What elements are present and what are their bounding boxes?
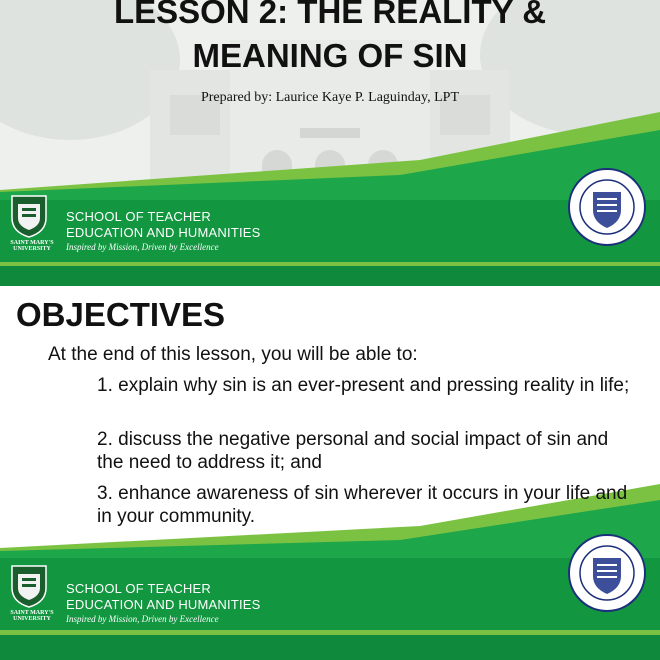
lesson-title-line-2: MEANING OF SIN bbox=[192, 37, 468, 74]
school-tagline: Inspired by Mission, Driven by Excellence bbox=[66, 242, 219, 252]
school-name-line-1: SCHOOL OF TEACHER bbox=[66, 581, 211, 596]
objective-item-1: 1. explain why sin is an ever-present and pressing reality in life; bbox=[97, 375, 630, 396]
objective-item-2: 2. discuss the negative personal and social impact of sin and the need to address it; and bbox=[97, 429, 609, 473]
school-name-line-2: EDUCATION AND HUMANITIES bbox=[66, 225, 261, 240]
university-crest-icon bbox=[8, 192, 50, 238]
crest-caption: SAINT MARY'S UNIVERSITY bbox=[10, 240, 54, 252]
objectives-intro: At the end of this lesson, you will be able to: bbox=[48, 344, 418, 365]
school-name-line-2: EDUCATION AND HUMANITIES bbox=[66, 597, 261, 612]
crest-caption: SAINT MARY'S UNIVERSITY bbox=[10, 610, 54, 622]
university-seal-icon bbox=[568, 168, 646, 246]
university-crest-icon bbox=[8, 562, 50, 608]
title-slide bbox=[0, 0, 660, 286]
lesson-title-line-1: LESSON 2: THE REALITY & bbox=[113, 0, 547, 30]
objective-item-3: 3. enhance awareness of sin wherever it occurs in your life and in your community. bbox=[97, 483, 628, 527]
objectives-heading: OBJECTIVES bbox=[16, 296, 226, 333]
school-tagline: Inspired by Mission, Driven by Excellence bbox=[66, 614, 219, 624]
prepared-by-text: Prepared by: Laurice Kaye P. Laguinday, LPT bbox=[200, 90, 459, 105]
objectives-slide bbox=[0, 286, 660, 660]
university-seal-icon bbox=[568, 534, 646, 612]
school-name-line-1: SCHOOL OF TEACHER bbox=[66, 209, 211, 224]
